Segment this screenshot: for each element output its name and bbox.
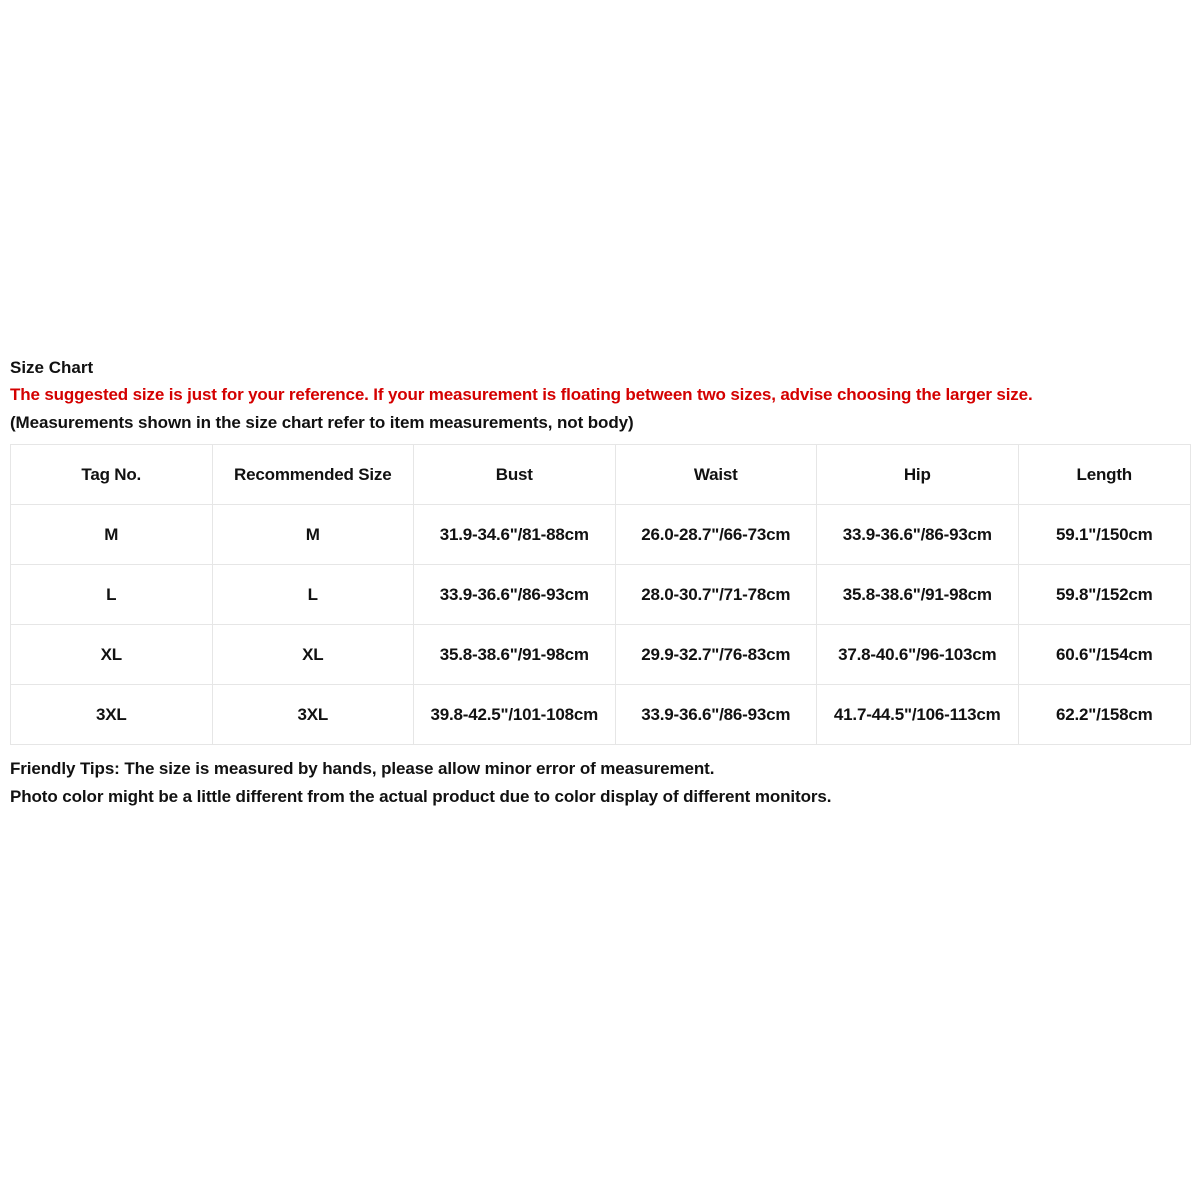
cell-hip: 41.7-44.5"/106-113cm <box>817 685 1019 745</box>
cell-length: 62.2"/158cm <box>1018 685 1191 745</box>
cell-hip: 33.9-36.6"/86-93cm <box>817 505 1019 565</box>
cell-bust: 39.8-42.5"/101-108cm <box>414 685 616 745</box>
size-chart <box>10 356 1190 811</box>
cell-tag-no: 3XL <box>11 685 213 745</box>
cell-tag-no: L <box>11 565 213 625</box>
cell-recommended-size: L <box>212 565 414 625</box>
cell-waist: 29.9-32.7"/76-83cm <box>615 625 817 685</box>
cell-waist: 28.0-30.7"/71-78cm <box>615 565 817 625</box>
measurement-note: (Measurements shown in the size chart refer to item measurements, not body) <box>10 413 634 432</box>
table-header-row <box>11 445 1191 505</box>
size-advice-warning: The suggested size is just for your reference. If your measurement is floating between two sizes, advise choosing the larger size. <box>10 385 1033 404</box>
friendly-tips <box>10 755 1190 811</box>
column-header-waist: Waist <box>615 445 817 505</box>
tip-measurement: Friendly Tips: The size is measured by hands, please allow minor error of measurement. <box>10 759 715 778</box>
cell-recommended-size: XL <box>212 625 414 685</box>
cell-recommended-size: M <box>212 505 414 565</box>
cell-recommended-size: 3XL <box>212 685 414 745</box>
cell-waist: 26.0-28.7"/66-73cm <box>615 505 817 565</box>
table-row <box>11 565 1191 625</box>
column-header-hip: Hip <box>817 445 1019 505</box>
column-header-bust: Bust <box>414 445 616 505</box>
column-header-tag-no: Tag No. <box>11 445 213 505</box>
table-row <box>11 505 1191 565</box>
cell-waist: 33.9-36.6"/86-93cm <box>615 685 817 745</box>
size-table <box>10 444 1191 745</box>
cell-hip: 35.8-38.6"/91-98cm <box>817 565 1019 625</box>
cell-tag-no: XL <box>11 625 213 685</box>
cell-tag-no: M <box>11 505 213 565</box>
table-row <box>11 625 1191 685</box>
cell-bust: 31.9-34.6"/81-88cm <box>414 505 616 565</box>
column-header-length: Length <box>1018 445 1191 505</box>
chart-title: Size Chart <box>10 358 94 377</box>
cell-length: 59.8"/152cm <box>1018 565 1191 625</box>
cell-bust: 35.8-38.6"/91-98cm <box>414 625 616 685</box>
table-row <box>11 685 1191 745</box>
cell-hip: 37.8-40.6"/96-103cm <box>817 625 1019 685</box>
cell-bust: 33.9-36.6"/86-93cm <box>414 565 616 625</box>
cell-length: 59.1"/150cm <box>1018 505 1191 565</box>
tip-photo-color: Photo color might be a little different from the actual product due to color display of different monitors. <box>10 787 832 806</box>
column-header-recommended-size: Recommended Size <box>212 445 414 505</box>
cell-length: 60.6"/154cm <box>1018 625 1191 685</box>
